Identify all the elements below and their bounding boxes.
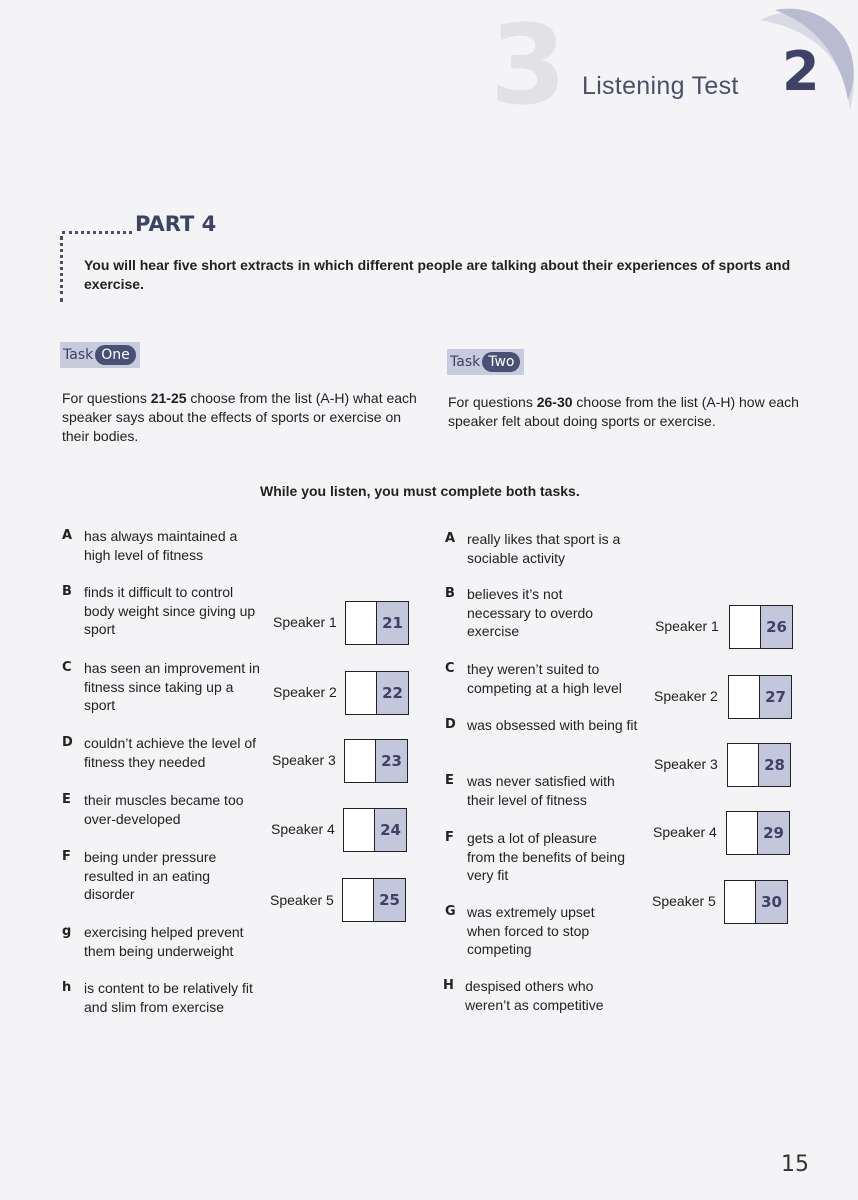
answer-box[interactable] <box>343 808 407 852</box>
task-one-option <box>62 979 262 1016</box>
option-text: was extremely upset when forced to stop competing <box>467 904 595 957</box>
option-letter: h <box>62 980 72 995</box>
option-letter: H <box>443 978 454 993</box>
task-two-range: 26-30 <box>536 394 573 410</box>
option-letter: B <box>62 584 72 599</box>
option-text: was never satisfied with their level of fitness <box>467 773 615 808</box>
option-text: being under pressure resulted in an eating disorder <box>84 849 217 902</box>
task-one-label <box>60 342 140 368</box>
option-text: has seen an improvement in fitness since taking up a sport <box>84 660 260 713</box>
part-dotted-vertical <box>60 236 63 302</box>
task-two-instr-b: choose from the list (A-H) how each speaker felt about doing sports or exercise. <box>448 394 799 429</box>
option-letter: A <box>445 531 456 546</box>
option-text: gets a lot of pleasure from the benefits of being very fit <box>467 830 625 883</box>
option-text: exercising helped prevent them being underweight <box>84 924 244 959</box>
answer-blank[interactable] <box>727 812 758 854</box>
question-number: 23 <box>376 740 407 782</box>
task-two-option <box>445 829 625 885</box>
answer-blank[interactable] <box>730 606 761 648</box>
task-two-label <box>447 349 524 375</box>
option-letter: E <box>445 773 454 788</box>
option-text: they weren’t suited to competing at a high level <box>467 661 622 696</box>
answer-box[interactable] <box>729 605 793 649</box>
answer-box[interactable] <box>727 743 791 787</box>
option-text: was obsessed with being fit <box>467 717 638 733</box>
header-title: Listening Test <box>582 72 739 100</box>
speaker-label: Speaker 3 <box>272 752 336 768</box>
answer-box[interactable] <box>724 880 788 924</box>
option-text: finds it difficult to control body weight since giving up sport <box>84 584 256 637</box>
question-number: 29 <box>758 812 789 854</box>
ghost-unit-number: 3 <box>490 1 567 129</box>
answer-box[interactable] <box>342 878 406 922</box>
task-two-instr-a: For questions <box>448 394 537 410</box>
task-two-option <box>445 530 645 567</box>
task-one-option <box>62 527 262 564</box>
option-text: really likes that sport is a sociable activity <box>467 531 621 566</box>
question-number: 27 <box>760 676 791 718</box>
task-two-option <box>445 772 645 809</box>
test-number: 2 <box>782 40 820 103</box>
task-one-option <box>62 734 262 771</box>
question-number: 30 <box>756 881 787 923</box>
task-two-option <box>445 716 645 735</box>
speaker-label: Speaker 2 <box>273 684 337 700</box>
question-number: 21 <box>377 602 408 644</box>
task-one-option <box>62 659 262 715</box>
option-letter: E <box>62 792 71 807</box>
task-one-range: 21-25 <box>150 390 187 406</box>
option-letter: C <box>62 660 72 675</box>
option-letter: F <box>445 830 454 845</box>
task-one-instr-b: choose from the list (A-H) what each speaker says about the effects of sports or exercise on their bodies. <box>62 390 417 444</box>
task-two-option <box>445 585 615 641</box>
option-letter: G <box>445 904 456 919</box>
answer-box[interactable] <box>728 675 792 719</box>
listen-instruction: While you listen, you must complete both tasks. <box>260 483 580 499</box>
task-one-option <box>62 791 262 828</box>
speaker-label: Speaker 3 <box>654 756 718 772</box>
answer-box[interactable] <box>726 811 790 855</box>
task-one-instr-a: For questions <box>62 390 151 406</box>
speaker-label: Speaker 4 <box>271 821 335 837</box>
task-two-prefix: Task <box>450 354 481 370</box>
option-text: believes it’s not necessary to overdo exercise <box>467 586 594 639</box>
answer-blank[interactable] <box>345 740 376 782</box>
task-one-instructions <box>62 389 417 446</box>
answer-blank[interactable] <box>729 676 760 718</box>
answer-blank[interactable] <box>344 809 375 851</box>
option-text: despised others who weren’t as competitive <box>465 978 604 1013</box>
answer-blank[interactable] <box>725 881 756 923</box>
task-one-pill: One <box>95 345 136 365</box>
option-letter: D <box>62 735 73 750</box>
page-number: 15 <box>781 1152 809 1177</box>
answer-box[interactable] <box>344 739 408 783</box>
task-one-option <box>62 583 262 639</box>
option-text: has always maintained a high level of fitness <box>84 528 238 563</box>
task-two-option <box>445 660 645 697</box>
task-one-prefix: Task <box>63 347 94 363</box>
option-letter: C <box>445 661 455 676</box>
answer-blank[interactable] <box>346 602 377 644</box>
task-one-option <box>62 848 262 904</box>
answer-blank[interactable] <box>728 744 759 786</box>
question-number: 26 <box>761 606 792 648</box>
part-intro: You will hear five short extracts in which different people are talking about their experiences of sports and exercise. <box>84 257 791 292</box>
question-number: 24 <box>375 809 406 851</box>
speaker-label: Speaker 1 <box>655 618 719 634</box>
option-text: couldn’t achieve the level of fitness they needed <box>84 735 256 770</box>
speaker-label: Speaker 1 <box>273 614 337 630</box>
option-letter: g <box>62 924 72 939</box>
task-two-option <box>443 977 633 1014</box>
answer-blank[interactable] <box>343 879 374 921</box>
question-number: 25 <box>374 879 405 921</box>
part-title: PART 4 <box>135 212 217 236</box>
option-letter: F <box>62 849 71 864</box>
question-number: 22 <box>377 672 408 714</box>
option-text: is content to be relatively fit and slim from exercise <box>84 980 253 1015</box>
option-letter: A <box>62 528 73 543</box>
answer-blank[interactable] <box>346 672 377 714</box>
task-two-option <box>445 903 625 959</box>
option-letter: B <box>445 586 455 601</box>
speaker-label: Speaker 4 <box>653 824 717 840</box>
part-dotted-rule <box>62 231 132 234</box>
speaker-label: Speaker 5 <box>270 892 334 908</box>
option-text: their muscles became too over-developed <box>84 792 244 827</box>
speaker-label: Speaker 5 <box>652 893 716 909</box>
task-two-pill: Two <box>482 352 520 372</box>
task-one-option <box>62 923 262 960</box>
answer-box[interactable] <box>345 671 409 715</box>
option-letter: D <box>445 717 456 732</box>
speaker-label: Speaker 2 <box>654 688 718 704</box>
answer-box[interactable] <box>345 601 409 645</box>
question-number: 28 <box>759 744 790 786</box>
task-two-instructions <box>448 393 803 431</box>
